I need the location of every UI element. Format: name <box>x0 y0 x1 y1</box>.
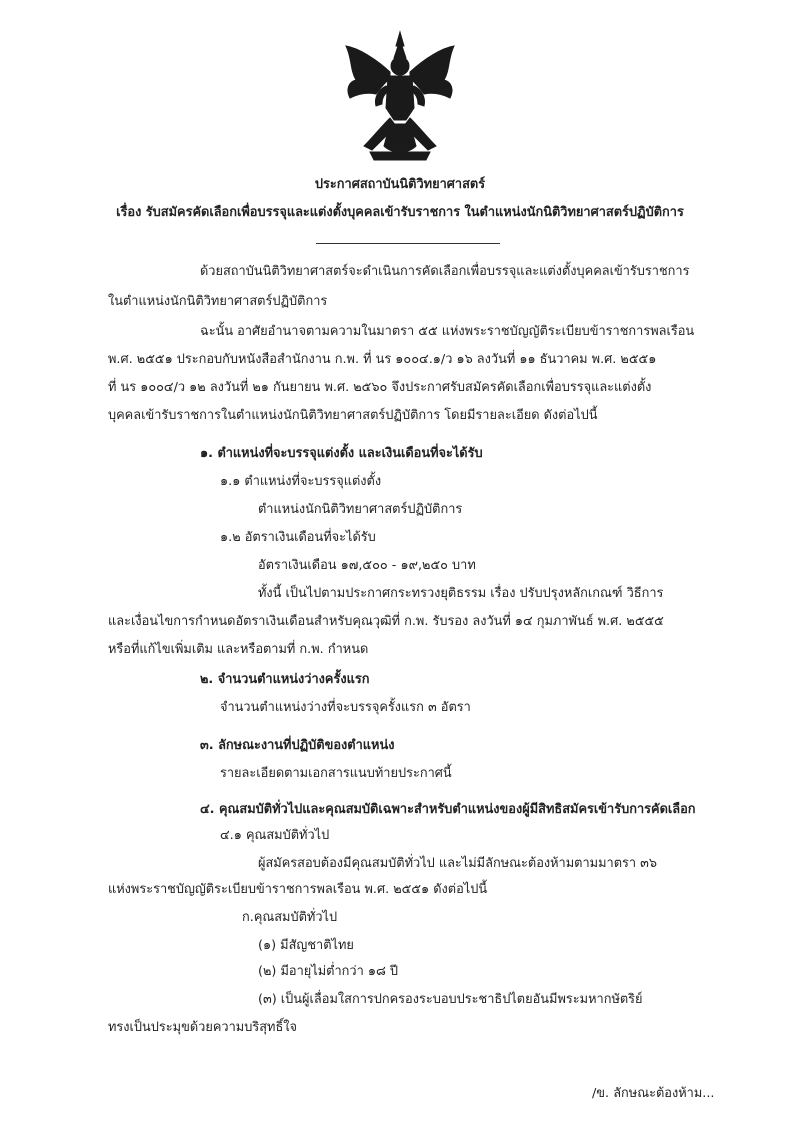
section-heading: ๔. คุณสมบัติทั่วไปและคุณสมบัติเฉพาะสำหรับตำแหน่งของผู้มีสิทธิสมัครเข้ารับการคัดเลือก <box>200 802 696 817</box>
salary-range: อัตราเงินเดือน ๑๗,๕๐๐ - ๑๙,๒๕๐ บาท <box>258 558 476 573</box>
qualification-paragraph-line: แห่งพระราชบัญญัติระเบียบข้าราชการพลเรือน พ.ศ. ๒๕๕๑ ดังต่อไปนี้ <box>108 882 488 897</box>
qualification-item: (๓) เป็นผู้เลื่อมใสการปกครองระบอบประชาธิปไตยอันมีพระมหากษัตริย์ <box>258 992 643 1007</box>
subsection-heading: ๔.๑ คุณสมบัติทั่วไป <box>220 828 330 843</box>
intro-paragraph-line: ในตำแหน่งนักนิติวิทยาศาสตร์ปฏิบัติการ <box>108 294 328 309</box>
qualification-item: (๑) มีสัญชาติไทย <box>258 938 354 953</box>
salary-note-line: ทั้งนี้ เป็นไปตามประกาศกระทรวงยุติธรรม เรื่อง ปรับปรุงหลักเกณฑ์ วิธีการ <box>258 586 664 601</box>
title-divider <box>316 243 500 244</box>
garuda-emblem-icon <box>340 28 460 168</box>
section-heading: ๓. ลักษณะงานที่ปฏิบัติของตำแหน่ง <box>200 738 395 753</box>
salary-note-line: หรือที่แก้ไขเพิ่มเติม และหรือตามที่ ก.พ. กำหนด <box>108 642 369 657</box>
intro-paragraph-line: ด้วยสถาบันนิติวิทยาศาสตร์จะดำเนินการคัดเลือกเพื่อบรรจุและแต่งตั้งบุคคลเข้ารับราชการ <box>200 264 690 279</box>
section-body: รายละเอียดตามเอกสารแนบท้ายประกาศนี้ <box>220 766 452 781</box>
section-heading: ๒. จำนวนตำแหน่งว่างครั้งแรก <box>200 672 370 687</box>
page-continuation: /ข. ลักษณะต้องห้าม... <box>592 1086 715 1101</box>
authority-paragraph-line: ที่ นร ๑๐๐๔/ว ๑๒ ลงวันที่ ๒๑ กันยายน พ.ศ. ๒๕๖๐ จึงประกาศรับสมัครคัดเลือกเพื่อบรรจุและแต่งตั้ง <box>108 380 652 395</box>
section-body: จำนวนตำแหน่งว่างที่จะบรรจุครั้งแรก ๓ อัตรา <box>220 700 471 715</box>
authority-paragraph-line: พ.ศ. ๒๕๕๑ ประกอบกับหนังสือสำนักงาน ก.พ. ที่ นร ๑๐๐๔.๑/ว ๑๖ ลงวันที่ ๑๑ ธันวาคม พ.ศ. ๒๕๕๑ <box>108 352 657 367</box>
qualification-paragraph-line: ผู้สมัครสอบต้องมีคุณสมบัติทั่วไป และไม่มีลักษณะต้องห้ามตามมาตรา ๓๖ <box>258 856 658 871</box>
subsection-heading: ๑.๒ อัตราเงินเดือนที่จะได้รับ <box>220 530 376 545</box>
section-heading: ๑. ตำแหน่งที่จะบรรจุแต่งตั้ง และเงินเดือนที่จะได้รับ <box>200 446 483 461</box>
qualification-subheading: ก.คุณสมบัติทั่วไป <box>242 910 338 925</box>
subsection-heading: ๑.๑ ตำแหน่งที่จะบรรจุแต่งตั้ง <box>220 474 382 489</box>
announcement-title: ประกาศสถาบันนิติวิทยาศาสตร์ <box>314 177 486 192</box>
authority-paragraph-line: บุคคลเข้ารับราชการในตำแหน่งนักนิติวิทยาศาสตร์ปฏิบัติการ โดยมีรายละเอียด ดังต่อไปนี้ <box>108 408 598 423</box>
salary-note-line: และเงื่อนไขการกำหนดอัตราเงินเดือนสำหรับคุณวุฒิที่ ก.พ. รับรอง ลงวันที่ ๑๔ กุมภาพันธ์ พ.ศ. ๒๕๕๕ <box>108 614 664 629</box>
qualification-item: ทรงเป็นประมุขด้วยความบริสุทธิ์ใจ <box>108 1020 298 1035</box>
authority-paragraph-line: ฉะนั้น อาศัยอำนาจตามความในมาตรา ๕๕ แห่งพระราชบัญญัติระเบียบข้าราชการพลเรือน <box>200 324 695 339</box>
qualification-item: (๒) มีอายุไม่ต่ำกว่า ๑๘ ปี <box>258 964 399 979</box>
announcement-subject: เรื่อง รับสมัครคัดเลือกเพื่อบรรจุและแต่งตั้งบุคคลเข้ารับราชการ ในตำแหน่งนักนิติวิทยาศาสตร์ปฏิบัติการ <box>116 205 684 220</box>
position-name: ตำแหน่งนักนิติวิทยาศาสตร์ปฏิบัติการ <box>258 502 463 517</box>
